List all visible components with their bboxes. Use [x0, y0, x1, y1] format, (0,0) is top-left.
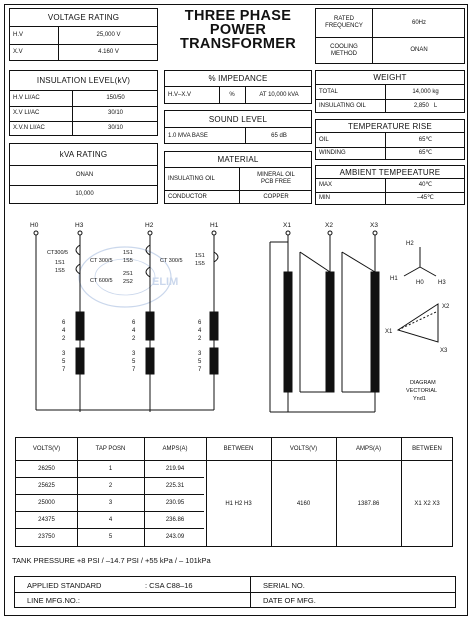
material-conductor-value: COPPER: [263, 193, 289, 200]
temperature-rise-box: [315, 119, 465, 160]
kva-value: 10,000: [75, 191, 94, 197]
table-row-1-volts: 26250: [38, 465, 55, 472]
svg-text:3: 3: [198, 351, 202, 357]
sound-value: 65 dB: [271, 132, 287, 139]
weight-title: WEIGHT: [316, 71, 464, 85]
voltage-rating-box: [9, 8, 158, 61]
insulation-level-title: INSULATION LEVEL(kV): [10, 71, 157, 91]
svg-text:2: 2: [132, 336, 136, 342]
tap-number-labels: [62, 320, 66, 373]
table-row-2-volts: 25625: [38, 482, 55, 489]
h3-ct-label-1: CT300/5: [47, 250, 69, 256]
weight-oil-value: 2,850 L: [413, 102, 438, 109]
transformer-title: THREE PHASE POWER TRANSFORMER: [179, 8, 297, 52]
h2-ct-2s1: 2S1: [123, 271, 133, 277]
material-oil-value: MINERAL OIL PCB FREE: [257, 172, 295, 185]
insulation-xvn-label: X.V.N LI/AC: [13, 125, 45, 131]
impedance-value: AT 10,000 kVA: [259, 92, 299, 98]
temp-winding-value: 65℃: [418, 150, 433, 156]
header-xv-volts: VOLTS(V): [289, 446, 318, 452]
svg-text:3: 3: [132, 351, 136, 357]
h3-ct-label-3: CT 600/5: [90, 278, 113, 284]
svg-text:7: 7: [132, 367, 136, 373]
svg-text:6: 6: [198, 320, 202, 326]
applied-standard-value: : CSA C88–16: [145, 581, 193, 590]
svg-text:4: 4: [198, 328, 202, 334]
impedance-title: % IMPEDANCE: [165, 71, 311, 87]
header-xv-amps: AMPS(A): [355, 446, 381, 452]
svg-text:5: 5: [198, 359, 202, 365]
svg-text:5: 5: [132, 359, 136, 365]
h3-ct-1s5: 1S5: [55, 268, 65, 274]
weight-box: [315, 70, 465, 113]
xv-amps-value: 1387.86: [357, 501, 380, 507]
ambient-temperature-title: AMBIENT TEMPEEATURE: [316, 166, 464, 179]
ambient-max-value: 40℃: [418, 182, 433, 188]
svg-text:4: 4: [132, 328, 136, 334]
kva-cooling: ONAN: [75, 172, 94, 178]
watermark-logo: [79, 247, 178, 307]
kva-rating-title: kVA RATING: [10, 144, 157, 166]
rated-frequency-label: RATED FREQUENCY: [325, 16, 363, 29]
applied-standard-label: APPLIED STANDARD: [27, 581, 102, 590]
ambient-min-value: –45℃: [417, 195, 434, 201]
insulation-level-box: [9, 70, 158, 136]
header-hv-between: BETWEEN: [223, 446, 254, 452]
svg-text:6: 6: [62, 320, 66, 326]
table-row-4-volts: 24375: [38, 516, 55, 523]
svg-text:3: 3: [62, 351, 66, 357]
material-title: MATERIAL: [165, 152, 311, 168]
material-box: [164, 151, 312, 204]
terminal-x3: X3: [370, 222, 378, 229]
table-row-1-amps: 219.94: [165, 465, 185, 472]
insulation-hv-label: H.V LI/AC: [13, 95, 40, 101]
svg-text:X1: X1: [385, 329, 393, 335]
terminal-h2: H2: [145, 222, 154, 229]
svg-text:X2: X2: [442, 304, 450, 310]
impedance-unit: %: [229, 92, 235, 98]
temp-oil-value: 65℃: [418, 136, 433, 143]
temp-oil-label: OIL: [319, 136, 329, 143]
table-row-3-tap: 3: [108, 499, 113, 506]
h2-ct-1s1: 1S1: [123, 250, 133, 256]
kva-rating-box: [9, 143, 158, 204]
weight-total-value: 14,000 kg: [412, 88, 439, 95]
cooling-method-value: ONAN: [410, 47, 428, 53]
xv-value: 4.160 V: [98, 49, 119, 55]
xv-volts-value: 4160: [296, 501, 311, 507]
tank-pressure: TANK PRESSURE +8 PSI / –14.7 PSI / +55 kPa / – 101kPa: [12, 556, 211, 565]
sound-level-box: [164, 110, 312, 144]
weight-oil-label: INSULATING OIL: [319, 102, 366, 109]
table-row-1-tap: 1: [108, 465, 113, 472]
terminal-x1: X1: [283, 222, 291, 229]
svg-text:7: 7: [198, 367, 202, 373]
insulation-xv-label: X.V LI/AC: [13, 110, 40, 116]
weight-total-label: TOTAL: [319, 88, 338, 95]
hv-between-value: H1 H2 H3: [225, 501, 252, 507]
material-oil-label: INSULATING OIL: [168, 175, 215, 182]
h2-ct-2s2: 2S2: [123, 279, 133, 285]
table-row-2-tap: 2: [108, 482, 113, 489]
table-row-4-amps: 236.86: [165, 516, 185, 523]
table-row-5-amps: 243.09: [165, 533, 185, 540]
xv-between-value: X1 X2 X3: [414, 501, 440, 507]
hv-value: 25,000 V: [96, 32, 121, 38]
table-row-5-tap: 5: [108, 533, 113, 540]
h1-ct-1s1: 1S1: [195, 253, 205, 259]
impedance-label: H.V–X.V: [168, 92, 192, 98]
rated-box: [315, 8, 465, 64]
svg-text:7: 7: [62, 367, 66, 373]
svg-text:4: 4: [62, 328, 66, 334]
footer-info: [14, 576, 456, 608]
table-row-5-volts: 23750: [38, 533, 55, 540]
table-row-3-amps: 230.95: [165, 499, 185, 506]
h1-ct-1s5: 1S5: [195, 261, 205, 267]
material-conductor-label: CONDUCTOR: [168, 193, 207, 200]
insulation-xvn-value: 30/10: [107, 125, 123, 131]
header-xv-between: BETWEEN: [412, 446, 442, 452]
terminal-h0: H0: [30, 222, 39, 229]
h3-ct-1s1: 1S1: [55, 260, 65, 266]
tap-table: [15, 437, 453, 547]
svg-text:H2: H2: [406, 241, 414, 247]
date-mfg-label: DATE OF MFG.: [263, 596, 316, 605]
terminal-x2: X2: [325, 222, 333, 229]
impedance-box: [164, 70, 312, 104]
header-hv-amps: AMPS(A): [162, 446, 188, 452]
header-tap-posn: TAP POSN: [95, 446, 126, 452]
temp-winding-label: WINDING: [319, 150, 346, 156]
ambient-temperature-box: [315, 165, 465, 205]
temperature-rise-title: TEMPERATURE RISE: [316, 120, 464, 133]
rated-frequency-value: 60Hz: [411, 19, 426, 26]
svg-text:DIAGRAM: DIAGRAM: [410, 380, 436, 386]
line-mfg-label: LINE MFG.NO.:: [27, 596, 80, 605]
insulation-hv-value: 150/50: [106, 95, 125, 101]
table-row-4-tap: 4: [108, 516, 113, 523]
svg-text:H3: H3: [438, 280, 446, 286]
table-row-3-volts: 25000: [38, 499, 55, 506]
ambient-max-label: MAX: [319, 182, 333, 188]
svg-text:5: 5: [62, 359, 66, 365]
svg-text:2: 2: [62, 336, 66, 342]
terminal-h3: H3: [75, 222, 84, 229]
watermark-text: ELIM: [152, 276, 179, 288]
voltage-rating-title: VOLTAGE RATING: [10, 9, 157, 27]
h3-ct-label-2: CT 300/5: [90, 258, 113, 264]
table-row-2-amps: 225.31: [165, 482, 185, 489]
vector-diagram: [385, 241, 450, 402]
svg-text:H0: H0: [416, 280, 424, 286]
terminal-h1: H1: [210, 222, 219, 229]
cooling-method-label: COOLING METHOD: [330, 43, 358, 57]
sound-label: 1.0 MVA BASE: [168, 132, 208, 139]
svg-text:H1: H1: [390, 276, 398, 282]
svg-text:X3: X3: [440, 348, 448, 354]
sound-level-title: SOUND LEVEL: [165, 111, 311, 128]
hv-label: H.V: [13, 32, 24, 38]
serial-no-label: SERIAL NO.: [263, 581, 305, 590]
h2-ct-label: CT 300/5: [160, 258, 183, 264]
svg-text:2: 2: [198, 336, 202, 342]
header-hv-volts: VOLTS(V): [32, 446, 61, 452]
svg-text:VECTORIAL: VECTORIAL: [406, 388, 438, 394]
wiring-diagram: [0, 212, 474, 432]
ambient-min-label: MIN: [319, 195, 330, 201]
xv-label: X.V: [13, 49, 23, 55]
h2-ct-1s5: 1S5: [123, 258, 133, 264]
svg-text:Ynd1: Ynd1: [413, 396, 426, 402]
svg-text:6: 6: [132, 320, 136, 326]
insulation-xv-value: 30/10: [107, 110, 123, 116]
